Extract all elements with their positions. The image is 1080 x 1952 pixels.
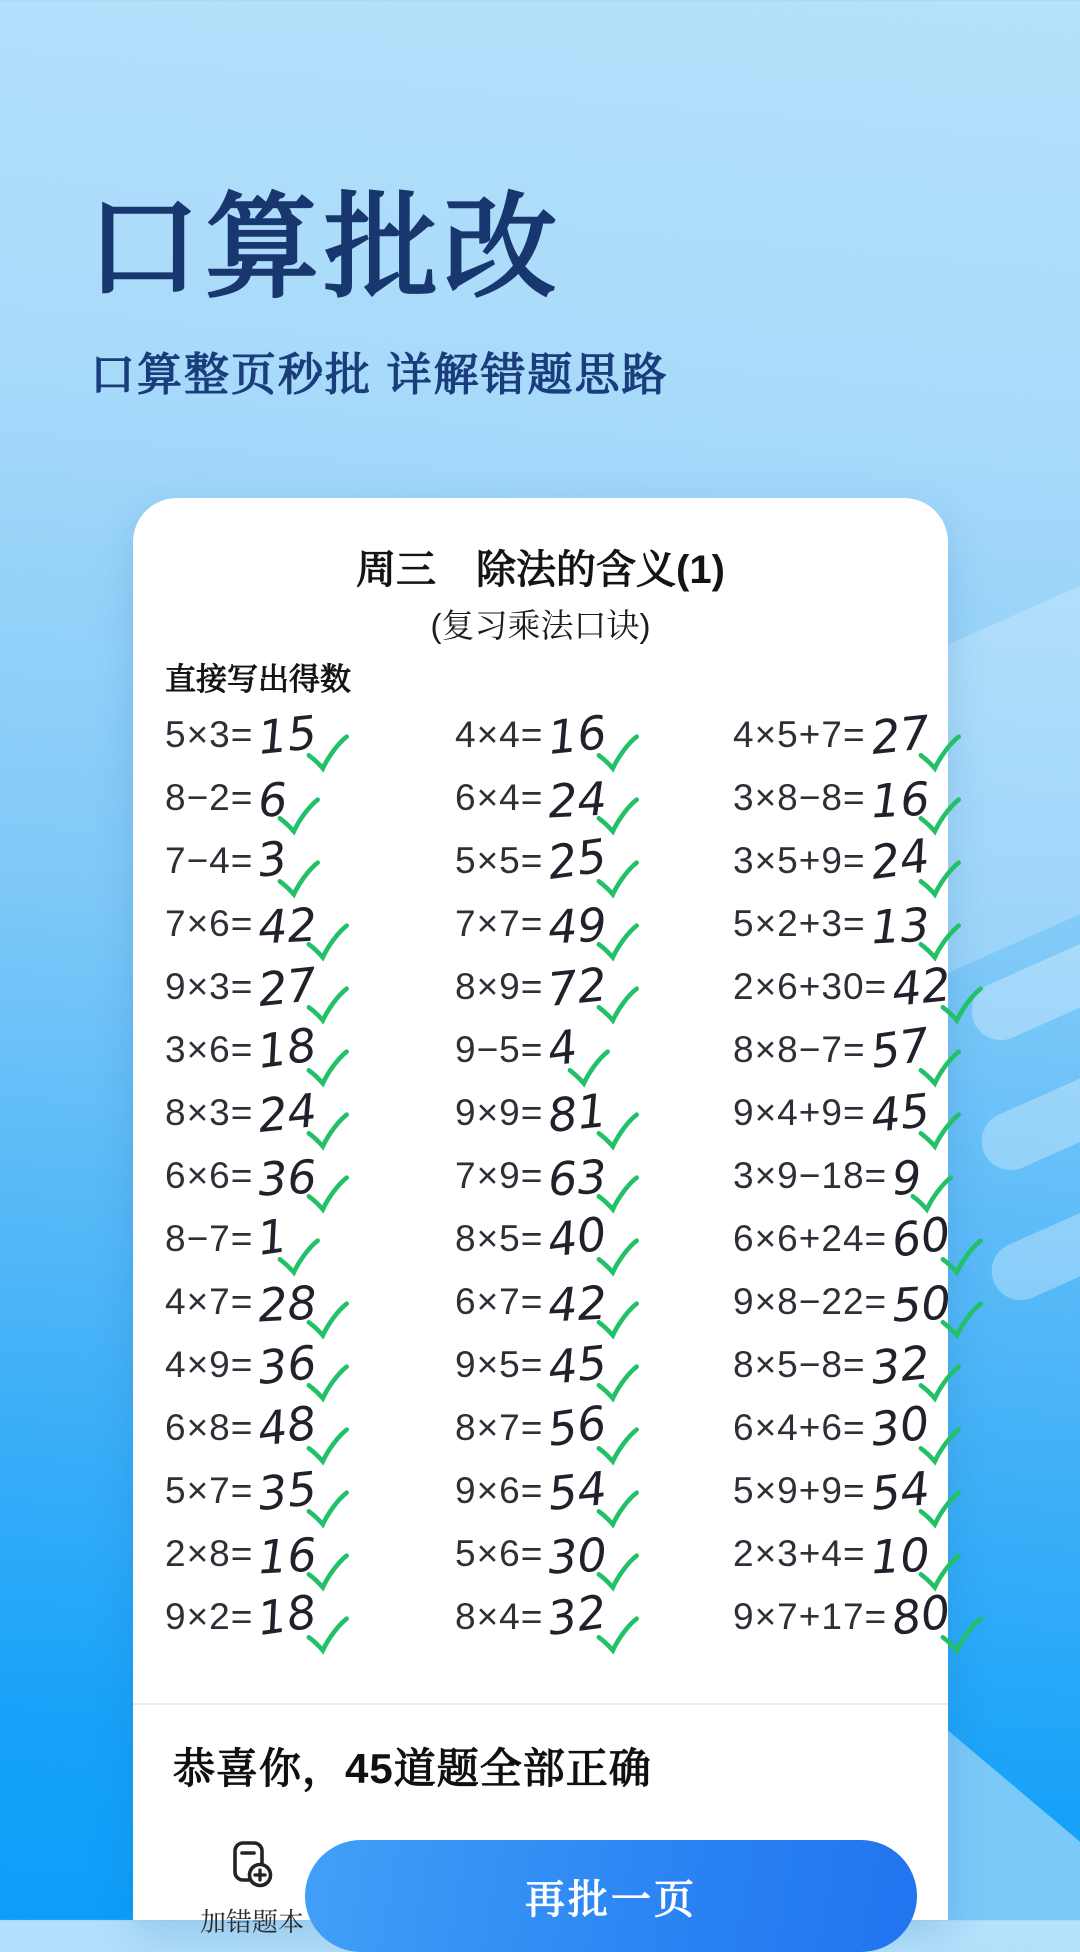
problem-row xyxy=(133,892,948,955)
handwritten-answer: 49 xyxy=(547,897,609,954)
equation-text: 8×8−7= xyxy=(733,1028,866,1070)
problem-row xyxy=(133,1144,948,1207)
equation-text: 6×4= xyxy=(455,776,544,818)
problem-cell xyxy=(455,703,641,766)
equation-text: 3×9−18= xyxy=(733,1154,888,1196)
problem-row xyxy=(133,1018,948,1081)
problem-row xyxy=(133,1522,948,1585)
problem-cell xyxy=(455,955,641,1018)
regrade-button[interactable]: 再批一页 xyxy=(305,1840,917,1952)
equation-text: 5×2+3= xyxy=(733,902,866,944)
problem-cell xyxy=(733,766,963,829)
worksheet-card xyxy=(133,498,954,1937)
problem-cell xyxy=(455,1522,641,1585)
handwritten-answer: 3 xyxy=(254,829,291,888)
equation-text: 4×9= xyxy=(165,1343,254,1385)
handwritten-answer: 32 xyxy=(544,1583,611,1646)
problem-row xyxy=(133,703,948,766)
equation-text: 6×6+24= xyxy=(733,1217,888,1259)
problem-cell xyxy=(165,955,351,1018)
problem-cell xyxy=(455,1333,641,1396)
problem-cell xyxy=(733,1522,963,1585)
equation-text: 7×7= xyxy=(455,902,544,944)
handwritten-answer: 1 xyxy=(254,1207,291,1266)
problem-cell xyxy=(733,1396,963,1459)
equation-text: 2×3+4= xyxy=(733,1532,866,1574)
problem-cell xyxy=(165,1081,351,1144)
equation-text: 5×7= xyxy=(165,1469,254,1511)
handwritten-answer: 16 xyxy=(257,1527,319,1584)
equation-text: 9×6= xyxy=(455,1469,544,1511)
equation-text: 7−4= xyxy=(165,839,254,881)
worksheet-title: 周三 除法的含义(1) xyxy=(356,548,725,592)
problem-cell xyxy=(165,1207,322,1270)
handwritten-answer: 36 xyxy=(255,1334,320,1395)
problem-cell xyxy=(165,1270,351,1333)
handwritten-answer: 57 xyxy=(866,1016,933,1079)
problem-cell xyxy=(455,892,641,955)
handwritten-answer: 15 xyxy=(255,704,320,765)
handwritten-answer: 42 xyxy=(547,1275,609,1332)
equation-text: 5×5= xyxy=(455,839,544,881)
handwritten-answer: 9 xyxy=(890,1149,923,1206)
equation-text: 9×2= xyxy=(165,1595,254,1637)
check-icon xyxy=(937,1615,986,1661)
divider xyxy=(133,1703,948,1705)
problem-row xyxy=(133,829,948,892)
problem-cell xyxy=(733,829,963,892)
handwritten-answer: 42 xyxy=(889,956,954,1017)
equation-text: 4×5+7= xyxy=(733,713,866,755)
problem-row xyxy=(133,1270,953,1333)
equation-text: 9×4+9= xyxy=(733,1091,866,1133)
equation-text: 9×7+17= xyxy=(733,1595,888,1637)
equation-text: 5×9+9= xyxy=(733,1469,866,1511)
handwritten-answer: 45 xyxy=(545,1334,610,1395)
handwritten-answer: 10 xyxy=(869,1527,931,1584)
handwritten-answer: 56 xyxy=(544,1394,611,1457)
problem-cell xyxy=(165,892,351,955)
problem-cell xyxy=(455,1081,641,1144)
page-subtitle: 口算整页秒批 详解错题思路 xyxy=(90,349,669,400)
handwritten-answer: 6 xyxy=(257,771,290,828)
check-icon xyxy=(593,1615,642,1661)
equation-text: 5×6= xyxy=(455,1532,544,1574)
background-stripe-decoration xyxy=(982,1029,1080,1310)
problem-cell xyxy=(455,1270,641,1333)
equation-text: 4×7= xyxy=(165,1280,254,1322)
problem-cell xyxy=(733,1018,963,1081)
equation-text: 5×3= xyxy=(165,713,254,755)
problem-cell xyxy=(165,1333,351,1396)
problem-cell xyxy=(733,703,963,766)
handwritten-answer: 24 xyxy=(547,771,609,828)
problem-row xyxy=(133,1459,948,1522)
handwritten-answer: 13 xyxy=(869,897,931,954)
handwritten-answer: 24 xyxy=(866,827,933,890)
equation-text: 7×6= xyxy=(165,902,254,944)
handwritten-answer: 30 xyxy=(866,1394,933,1457)
handwritten-answer: 45 xyxy=(867,1082,932,1143)
problem-cell xyxy=(733,1459,963,1522)
handwritten-answer: 30 xyxy=(547,1527,609,1584)
handwritten-answer: 54 xyxy=(867,1460,932,1521)
equation-text: 9×3= xyxy=(165,965,254,1007)
equation-text: 9×8−22= xyxy=(733,1280,888,1322)
equation-text: 3×5+9= xyxy=(733,839,866,881)
equation-text: 9−5= xyxy=(455,1028,544,1070)
equation-text: 6×8= xyxy=(165,1406,254,1448)
handwritten-answer: 35 xyxy=(255,1460,320,1521)
problem-cell xyxy=(733,892,963,955)
problem-cell xyxy=(455,766,641,829)
problem-cell xyxy=(733,1207,985,1270)
equation-text: 8×4= xyxy=(455,1595,544,1637)
check-icon xyxy=(303,1615,352,1661)
equation-text: 8×9= xyxy=(455,965,544,1007)
result-message: 恭喜你，45道题全部正确 xyxy=(173,1745,652,1792)
handwritten-answer: 18 xyxy=(254,1583,321,1646)
handwritten-answer: 28 xyxy=(257,1275,319,1332)
problem-row xyxy=(133,1583,954,1648)
handwritten-answer: 60 xyxy=(888,1205,954,1268)
equation-text: 6×7= xyxy=(455,1280,544,1322)
problem-row xyxy=(133,955,954,1018)
problem-cell xyxy=(455,1396,641,1459)
equation-text: 8×7= xyxy=(455,1406,544,1448)
problem-row xyxy=(133,1081,948,1144)
handwritten-answer: 27 xyxy=(867,704,932,765)
problem-cell xyxy=(165,1459,351,1522)
problem-cell xyxy=(165,1018,351,1081)
handwritten-answer: 27 xyxy=(255,956,320,1017)
problem-cell xyxy=(165,703,351,766)
problem-cell xyxy=(165,766,322,829)
equation-text: 4×4= xyxy=(455,713,544,755)
problem-row xyxy=(133,1333,948,1396)
problem-row xyxy=(133,1205,954,1270)
problem-cell xyxy=(455,1459,641,1522)
equation-text: 3×6= xyxy=(165,1028,254,1070)
problem-cell xyxy=(733,1585,985,1648)
problem-cell xyxy=(455,829,641,892)
problem-cell xyxy=(455,1144,641,1207)
handwritten-answer: 36 xyxy=(257,1149,319,1206)
problem-cell xyxy=(165,1144,351,1207)
equation-text: 6×6= xyxy=(165,1154,254,1196)
handwritten-answer: 18 xyxy=(254,1016,321,1079)
equation-text: 7×9= xyxy=(455,1154,544,1196)
worksheet-subtitle: (复习乘法口诀) xyxy=(430,607,651,644)
problem-cell xyxy=(455,1018,612,1081)
problem-cell xyxy=(733,1333,963,1396)
problem-cell xyxy=(165,1396,351,1459)
equation-text: 8×3= xyxy=(165,1091,254,1133)
problem-cell xyxy=(165,1522,351,1585)
handwritten-answer: 54 xyxy=(545,1460,610,1521)
add-mistake-label: 加错题本 xyxy=(199,1907,304,1937)
handwritten-answer: 32 xyxy=(867,1334,932,1395)
equation-text: 8−7= xyxy=(165,1217,254,1259)
equation-text: 2×8= xyxy=(165,1532,254,1574)
handwritten-answer: 4 xyxy=(544,1018,581,1077)
equation-text: 8−2= xyxy=(165,776,254,818)
handwritten-answer: 72 xyxy=(545,956,610,1017)
equation-text: 2×6+30= xyxy=(733,965,888,1007)
problem-cell xyxy=(165,829,322,892)
handwritten-answer: 80 xyxy=(888,1583,954,1646)
problem-cell xyxy=(455,1585,641,1648)
handwritten-answer: 63 xyxy=(547,1149,609,1206)
problem-row xyxy=(133,766,948,829)
problem-cell xyxy=(733,955,985,1018)
handwritten-answer: 81 xyxy=(545,1082,610,1143)
add-mistake-icon xyxy=(228,1839,276,1894)
handwritten-answer: 25 xyxy=(544,827,611,890)
problem-cell xyxy=(733,1081,963,1144)
equation-text: 8×5−8= xyxy=(733,1343,866,1385)
equation-text: 6×4+6= xyxy=(733,1406,866,1448)
handwritten-answer: 16 xyxy=(545,704,610,765)
page-title: 口算批改 xyxy=(86,185,563,312)
equation-text: 3×8−8= xyxy=(733,776,866,818)
problem-cell xyxy=(455,1207,641,1270)
handwritten-answer: 50 xyxy=(890,1275,953,1332)
worksheet-instruction: 直接写出得数 xyxy=(165,662,351,697)
equation-text: 8×5= xyxy=(455,1217,544,1259)
problem-cell xyxy=(733,1144,955,1207)
handwritten-answer: 16 xyxy=(869,771,931,828)
handwritten-answer: 24 xyxy=(255,1082,320,1143)
handwritten-answer: 48 xyxy=(254,1394,321,1457)
problem-cell xyxy=(165,1585,351,1648)
problem-row xyxy=(133,1396,948,1459)
problems-grid xyxy=(133,703,954,1648)
equation-text: 9×5= xyxy=(455,1343,544,1385)
problem-cell xyxy=(733,1270,985,1333)
handwritten-answer: 40 xyxy=(544,1205,611,1268)
handwritten-answer: 42 xyxy=(257,897,319,954)
equation-text: 9×9= xyxy=(455,1091,544,1133)
